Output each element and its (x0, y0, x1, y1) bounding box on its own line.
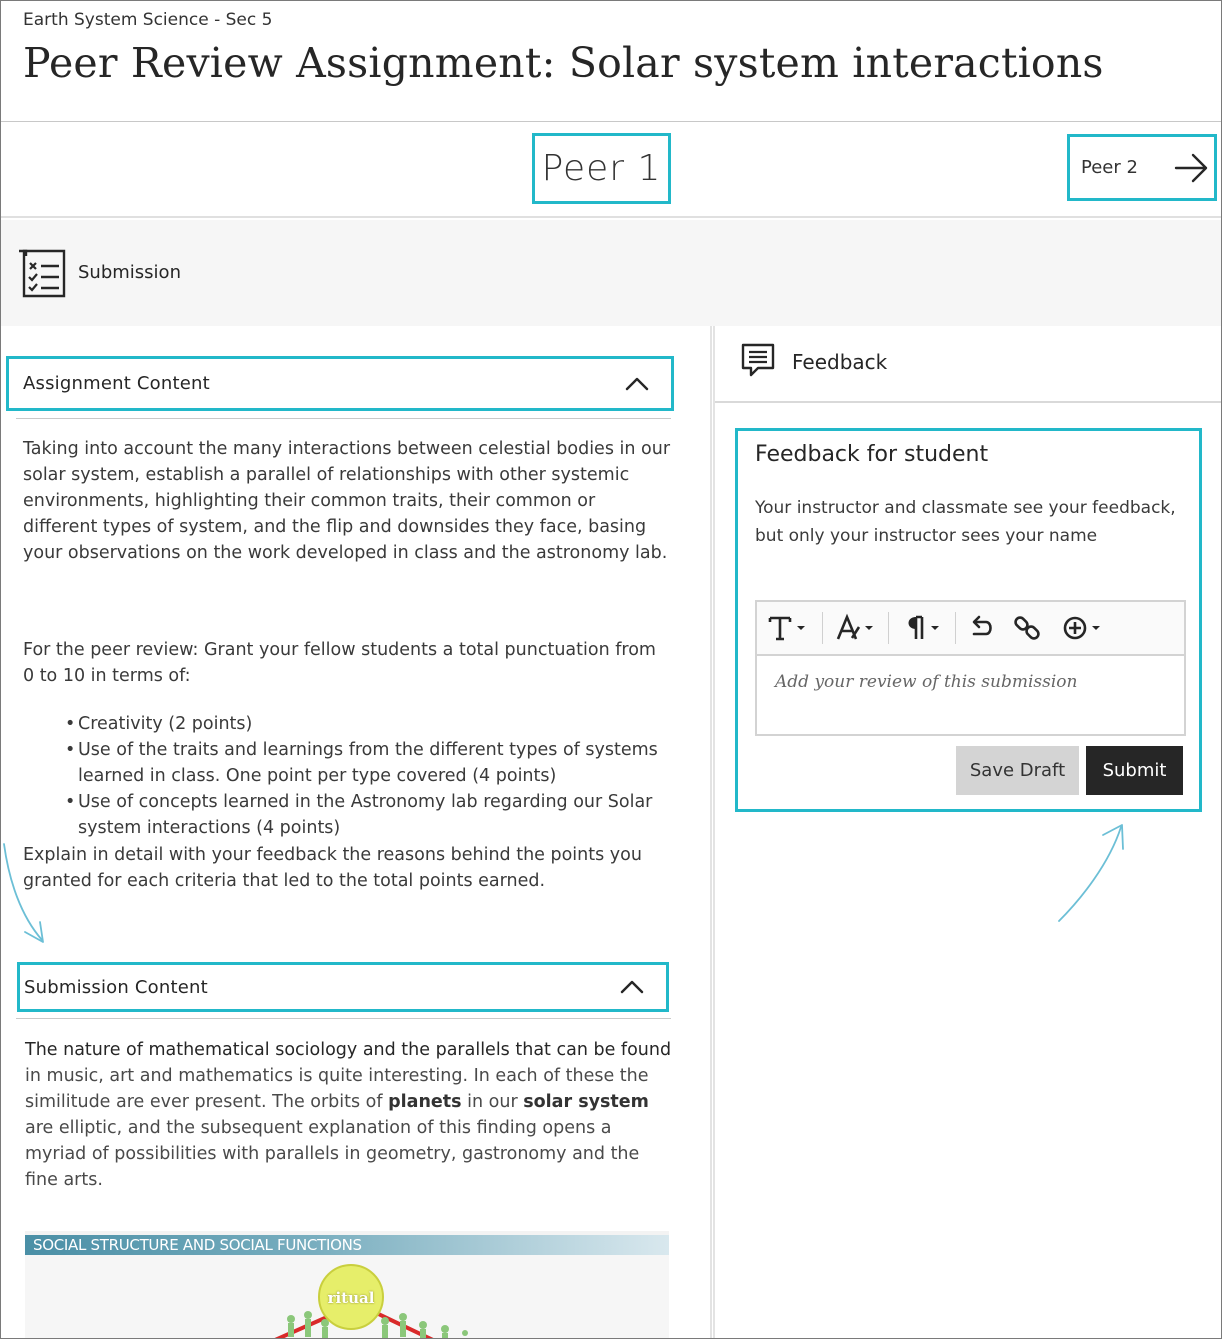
submission-content-heading: Submission Content (24, 976, 208, 998)
submission-header (1, 220, 1222, 326)
criteria-list (61, 711, 661, 841)
column-divider (710, 326, 715, 1339)
feedback-description: Your instructor and classmate see your feedback, but only your instructor sees your name (755, 498, 1176, 546)
font-style-button[interactable] (835, 611, 879, 645)
submission-content-toggle[interactable] (17, 962, 669, 1012)
save-draft-button[interactable]: Save Draft (956, 746, 1079, 795)
submission-text: The nature of mathematical sociology and the parallels that can be found in music, art and mathematics is quite interesting. In each of these the similitude are ever present. The orbits of planets in our solar system are elliptic, and the subsequent explanation of this finding opens a myriad of possibilities with parallels in geometry, gastronomy and the fine arts. (25, 1040, 672, 1190)
image-banner-text: SOCIAL STRUCTURE AND SOCIAL FUNCTIONS (25, 1235, 669, 1255)
text-format-icon (767, 613, 811, 643)
toolbar-divider (955, 612, 956, 644)
current-peer-label: Peer 1 (532, 133, 671, 204)
annotation-arrow-down (1, 836, 61, 951)
assignment-paragraph-1: Taking into account the many interactions between celestial bodies in our solar system, establish a parallel of relationships with other systemic environments, highlighting their common traits, their common or different types of system, and the flip and downsides they face, basing your observations on the work developed in class and the astronomy lab. (23, 439, 671, 563)
review-text-area[interactable]: Add your review of this submission (775, 672, 1078, 692)
submit-button[interactable]: Submit (1086, 746, 1183, 795)
next-peer-button[interactable] (1067, 134, 1217, 201)
feedback-panel (735, 428, 1202, 812)
annotation-arrow-up (1051, 819, 1131, 929)
paragraph-icon (901, 613, 945, 643)
feedback-header (715, 326, 1222, 403)
list-item: • Creativity (2 points) (61, 711, 661, 737)
editor-toolbar (757, 602, 1184, 656)
chevron-up-icon (620, 980, 644, 994)
submission-content-divider (16, 1018, 671, 1019)
assignment-paragraph-2: For the peer review: Grant your fellow students a total punctuation from 0 to 10 in terms of: (23, 640, 656, 686)
peer-navigation (1, 122, 1222, 218)
list-item: • Use of the traits and learnings from the different types of systems learned in class. One point per type covered (4 points) (61, 737, 661, 789)
feedback-editor (755, 600, 1186, 736)
feedback-icon (741, 343, 775, 377)
course-name[interactable]: Earth System Science - Sec 5 (23, 10, 273, 30)
next-peer-label: Peer 2 (1081, 157, 1138, 178)
assignment-content-divider (16, 418, 671, 419)
toolbar-divider (822, 612, 823, 644)
undo-button[interactable] (967, 611, 997, 645)
checklist-icon (16, 248, 68, 300)
assignment-paragraph-3: Explain in detail with your feedback the reasons behind the points you granted for each criteria that led to the total points earned. (23, 845, 642, 891)
chevron-up-icon (625, 377, 649, 391)
submission-label: Submission (78, 262, 181, 283)
link-icon (1013, 613, 1043, 643)
assignment-content-heading: Assignment Content (23, 373, 210, 394)
feedback-title: Feedback for student (755, 442, 989, 467)
insert-content-icon (1062, 613, 1106, 643)
toolbar-divider (888, 612, 889, 644)
insert-content-button[interactable] (1062, 611, 1106, 645)
paragraph-button[interactable] (901, 611, 945, 645)
font-style-icon (835, 613, 879, 643)
assignment-content-toggle[interactable] (6, 356, 674, 411)
link-button[interactable] (1013, 611, 1043, 645)
submission-image (25, 1231, 669, 1339)
list-item: • Use of concepts learned in the Astronomy lab regarding our Solar system interactions (4 points) (61, 789, 661, 841)
ritual-label: ritual (327, 1289, 375, 1307)
feedback-label: Feedback (792, 350, 888, 374)
page-title: Peer Review Assignment: Solar system interactions (23, 39, 1104, 87)
arrow-right-icon (1174, 153, 1210, 183)
undo-icon (967, 613, 997, 643)
text-format-button[interactable] (767, 611, 811, 645)
